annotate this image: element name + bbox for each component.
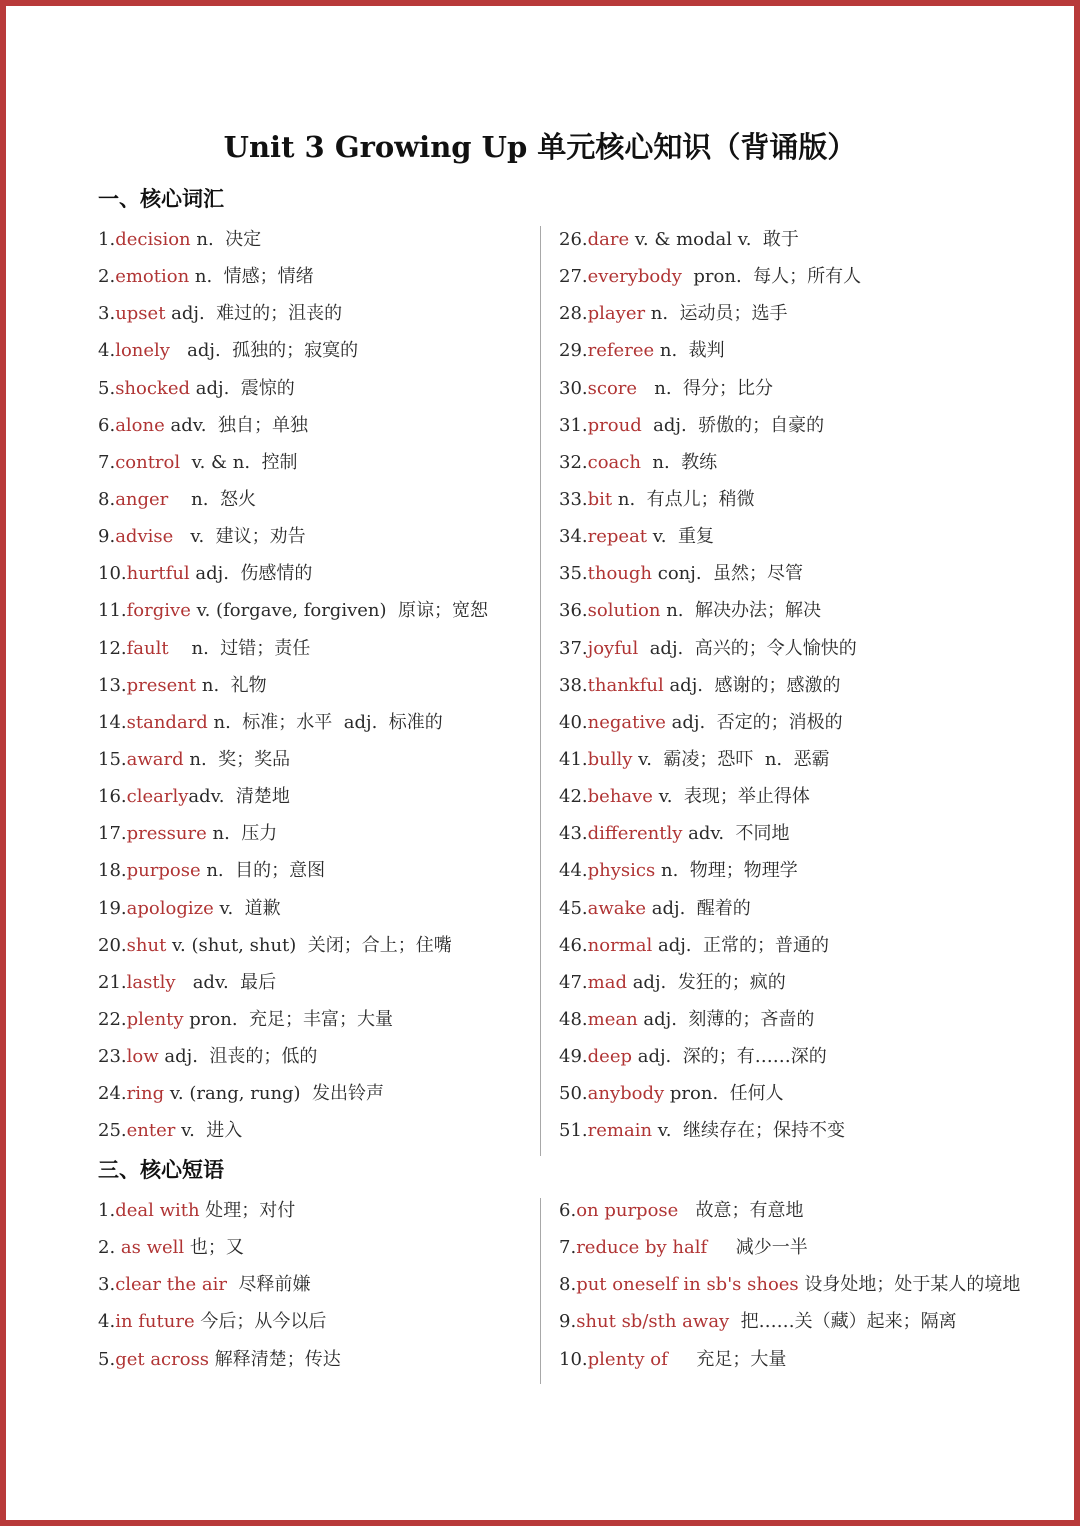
item-number: 5. (98, 377, 116, 399)
keyword: ring (126, 1083, 165, 1105)
item-number: 14. (98, 711, 127, 733)
keyword: deal with (115, 1200, 200, 1221)
phrase-item (559, 1341, 1029, 1378)
column-divider (540, 1198, 541, 1384)
item-number: 29. (559, 340, 588, 362)
phrase-item (559, 1229, 1029, 1266)
keyword: pressure (126, 823, 207, 845)
item-number: 46. (559, 934, 588, 956)
definition: pron. 充足；丰富；大量 (183, 1008, 394, 1030)
item-number: 24. (98, 1083, 127, 1105)
phrase-item (98, 1341, 528, 1378)
vocab-item (559, 258, 1029, 295)
vocab-item (98, 741, 528, 778)
definition: v. (forgave, forgiven) 原谅；宽恕 (190, 600, 488, 622)
definition: n. 怒火 (168, 488, 256, 510)
item-number: 2. (98, 266, 116, 288)
vocab-item (98, 407, 528, 444)
phrase-list-left (98, 1192, 528, 1378)
definition: adv. 清楚地 (188, 786, 290, 808)
vocab-item (98, 1038, 528, 1075)
definition: n. 解决办法；解决 (660, 600, 821, 622)
keyword: bit (587, 488, 613, 510)
keyword: present (126, 674, 197, 696)
vocab-item (559, 555, 1029, 592)
keyword: deep (587, 1046, 632, 1068)
keyword: alone (115, 414, 165, 436)
vocab-list-left (98, 221, 528, 1150)
item-number: 33. (559, 488, 588, 510)
keyword: in future (115, 1311, 195, 1333)
keyword: awake (587, 897, 647, 919)
vocab-item (98, 444, 528, 481)
definition: v. 重复 (647, 526, 714, 548)
item-number: 25. (98, 1120, 127, 1142)
vocab-item (98, 221, 528, 258)
definition: adj. 孤独的；寂寞的 (169, 340, 359, 362)
keyword: clear the air (115, 1274, 228, 1296)
keyword: thankful (587, 674, 664, 696)
item-number: 38. (559, 674, 588, 696)
definition: 处理；对付 (199, 1200, 296, 1221)
definition: v. & modal v. 敢于 (629, 229, 799, 250)
keyword: differently (587, 823, 683, 845)
phrase-item (559, 1266, 1029, 1303)
definition: n. 物理；物理学 (655, 860, 798, 882)
keyword: lonely (115, 340, 170, 362)
keyword: proud (587, 414, 642, 436)
keyword: remain (587, 1120, 653, 1142)
item-number: 10. (559, 1348, 588, 1370)
item-number: 6. (559, 1200, 577, 1221)
vocab-item (98, 295, 528, 332)
item-number: 47. (559, 971, 588, 993)
item-number: 8. (98, 488, 116, 510)
vocab-item (559, 592, 1029, 629)
vocab-item (559, 221, 1029, 258)
definition: v. (shut, shut) 关闭；合上；住嘴 (166, 934, 452, 956)
definition: pron. 每人；所有人 (681, 266, 862, 288)
item-number: 42. (559, 786, 588, 808)
vocab-item (98, 778, 528, 815)
item-number: 21. (98, 971, 127, 993)
vocab-item (559, 444, 1029, 481)
item-number: 49. (559, 1046, 588, 1068)
definition: n. 得分；比分 (637, 377, 773, 399)
definition: conj. 虽然；尽管 (652, 563, 803, 585)
item-number: 11. (98, 600, 127, 622)
keyword: player (587, 303, 646, 325)
item-number: 43. (559, 823, 588, 845)
definition: adj. 沮丧的；低的 (158, 1046, 318, 1068)
vocab-list-right (559, 221, 1029, 1150)
vocab-item (98, 370, 528, 407)
vocab-item (559, 667, 1029, 704)
vocab-item (98, 258, 528, 295)
vocab-item (98, 592, 528, 629)
definition: adj. 深的；有……深的 (632, 1046, 827, 1068)
keyword: shut sb/sth away (576, 1311, 730, 1333)
vocab-item (559, 332, 1029, 369)
definition: adj. 刻薄的；吝啬的 (637, 1008, 815, 1030)
item-number: 30. (559, 377, 588, 399)
vocab-item (98, 852, 528, 889)
definition: 设身处地；处于某人的境地 (798, 1274, 1021, 1296)
keyword: mean (587, 1008, 638, 1030)
definition: adj. 发狂的；疯的 (626, 971, 786, 993)
keyword: negative (587, 711, 666, 733)
keyword: score (587, 377, 638, 399)
item-number: 9. (98, 526, 116, 548)
definition: v. 霸凌；恐吓 n. 恶霸 (632, 748, 830, 770)
phrase-item (98, 1192, 528, 1229)
definition: n. 过错；责任 (168, 637, 311, 659)
item-number: 34. (559, 526, 588, 548)
vocab-item (98, 815, 528, 852)
item-number: 7. (559, 1237, 577, 1259)
definition: adj. 否定的；消极的 (665, 711, 843, 733)
keyword: everybody (587, 266, 682, 288)
vocab-item (559, 295, 1029, 332)
item-number: 4. (98, 340, 116, 362)
keyword: on purpose (576, 1200, 679, 1221)
phrase-item (98, 1229, 528, 1266)
definition: adj. 难过的；沮丧的 (165, 303, 343, 325)
definition: 也；又 (184, 1237, 244, 1259)
vocab-item (559, 927, 1029, 964)
definition: adv. 最后 (175, 971, 277, 993)
definition: n. 目的；意图 (200, 860, 326, 882)
keyword: lastly (126, 971, 176, 993)
definition: adj. 高兴的；令人愉快的 (638, 637, 857, 659)
vocab-item (98, 518, 528, 555)
definition: v. 建议；劝告 (173, 526, 306, 548)
keyword: apologize (126, 897, 214, 919)
vocab-item (559, 481, 1029, 518)
keyword: shocked (115, 377, 191, 399)
item-number: 3. (98, 303, 116, 325)
definition: v. 进入 (175, 1120, 243, 1142)
keyword: joyful (587, 637, 639, 659)
column-divider (540, 226, 541, 1156)
item-number: 16. (98, 786, 127, 808)
vocab-item (98, 890, 528, 927)
vocab-item (98, 927, 528, 964)
keyword: plenty (126, 1008, 184, 1030)
phrase-item (98, 1266, 528, 1303)
item-number: 31. (559, 414, 588, 436)
item-number: 32. (559, 451, 588, 473)
vocab-item (559, 630, 1029, 667)
phrase-list-right (559, 1192, 1029, 1378)
definition: 解释清楚；传达 (209, 1348, 341, 1370)
vocab-item (559, 852, 1029, 889)
definition: n. 奖；奖品 (183, 748, 291, 770)
keyword: bully (587, 748, 633, 770)
vocab-item (559, 1075, 1029, 1112)
vocab-item (98, 964, 528, 1001)
vocab-item (98, 481, 528, 518)
item-number: 40. (559, 711, 588, 733)
vocab-item (559, 704, 1029, 741)
definition: adj. 正常的；普通的 (652, 934, 829, 956)
item-number: 8. (559, 1274, 577, 1296)
item-number: 44. (559, 860, 588, 882)
keyword: low (126, 1046, 159, 1068)
item-number: 2. (98, 1237, 121, 1259)
item-number: 5. (98, 1348, 116, 1370)
definition: v. 道歉 (213, 897, 281, 919)
keyword: physics (587, 860, 656, 882)
item-number: 15. (98, 748, 127, 770)
item-number: 7. (98, 451, 116, 473)
vocab-item (98, 555, 528, 592)
keyword: referee (587, 340, 655, 362)
definition: v. 继续存在；保持不变 (652, 1120, 845, 1142)
keyword: put oneself in sb's shoes (576, 1274, 799, 1296)
vocab-item (98, 1112, 528, 1149)
definition: 今后；从今以后 (194, 1311, 327, 1333)
keyword: upset (115, 303, 166, 325)
item-number: 20. (98, 934, 127, 956)
vocab-item (559, 741, 1029, 778)
definition: n. 教练 (640, 451, 718, 473)
keyword: fault (126, 637, 169, 659)
keyword: forgive (126, 600, 191, 622)
keyword: behave (587, 786, 653, 808)
definition: adv. 不同地 (682, 823, 790, 845)
item-number: 51. (559, 1120, 588, 1142)
definition: 故意；有意地 (678, 1200, 804, 1221)
item-number: 50. (559, 1083, 588, 1105)
definition: pron. 任何人 (664, 1083, 784, 1105)
keyword: decision (115, 229, 191, 250)
vocab-item (559, 964, 1029, 1001)
keyword: hurtful (126, 563, 190, 585)
definition: adj. 震惊的 (190, 377, 295, 399)
item-number: 10. (98, 563, 127, 585)
definition: adj. 伤感情的 (189, 563, 313, 585)
phrase-item (559, 1303, 1029, 1340)
definition: 减少一半 (707, 1237, 808, 1259)
item-number: 9. (559, 1311, 577, 1333)
definition: v. & n. 控制 (180, 451, 298, 473)
vocab-item (559, 1038, 1029, 1075)
item-number: 48. (559, 1008, 588, 1030)
item-number: 45. (559, 897, 588, 919)
keyword: coach (587, 451, 641, 473)
vocab-item (98, 332, 528, 369)
item-number: 6. (98, 414, 116, 436)
keyword: award (126, 748, 184, 770)
vocab-item (98, 630, 528, 667)
keyword: control (115, 451, 181, 473)
keyword: enter (126, 1120, 176, 1142)
vocab-item (559, 518, 1029, 555)
vocab-item (98, 1075, 528, 1112)
item-number: 19. (98, 897, 127, 919)
vocab-item (559, 1112, 1029, 1149)
keyword: emotion (115, 266, 190, 288)
item-number: 17. (98, 823, 127, 845)
item-number: 1. (98, 229, 116, 250)
definition: n. 情感；情绪 (189, 266, 314, 288)
keyword: normal (587, 934, 653, 956)
page-title: Unit 3 Growing Up 单元核心知识（背诵版） (223, 130, 857, 164)
definition: n. 压力 (206, 823, 278, 845)
keyword: anybody (587, 1083, 665, 1105)
keyword: purpose (126, 860, 201, 882)
keyword: get across (115, 1348, 210, 1370)
vocab-item (559, 890, 1029, 927)
keyword: plenty of (587, 1348, 668, 1370)
keyword: clearly (126, 786, 189, 808)
definition: n. 决定 (190, 229, 262, 250)
vocab-item (559, 778, 1029, 815)
keyword: advise (115, 526, 174, 548)
keyword: standard (126, 711, 208, 733)
keyword: reduce by half (576, 1237, 708, 1259)
item-number: 36. (559, 600, 588, 622)
vocab-item (559, 815, 1029, 852)
definition: n. 裁判 (654, 340, 725, 362)
definition: adj. 醒着的 (646, 897, 751, 919)
phrase-section-heading: 三、核心短语 (98, 1157, 224, 1182)
keyword: shut (126, 934, 167, 956)
definition: n. 礼物 (196, 674, 267, 696)
definition: adj. 骄傲的；自豪的 (641, 414, 825, 436)
keyword: as well (120, 1237, 185, 1259)
definition: n. 运动员；选手 (645, 303, 788, 325)
definition: 把……关（藏）起来；隔离 (729, 1311, 957, 1333)
item-number: 22. (98, 1008, 127, 1030)
definition: v. 表现；举止得体 (652, 786, 810, 808)
definition: adv. 独自；单独 (164, 414, 308, 436)
vocab-item (559, 1001, 1029, 1038)
item-number: 23. (98, 1046, 127, 1068)
item-number: 37. (559, 637, 588, 659)
keyword: mad (587, 971, 627, 993)
item-number: 27. (559, 266, 588, 288)
definition: 充足；大量 (667, 1348, 787, 1370)
item-number: 18. (98, 860, 127, 882)
vocab-item (98, 1001, 528, 1038)
vocab-item (98, 667, 528, 704)
item-number: 1. (98, 1200, 116, 1221)
phrase-item (559, 1192, 1029, 1229)
item-number: 12. (98, 637, 127, 659)
item-number: 41. (559, 748, 588, 770)
keyword: dare (587, 229, 630, 250)
item-number: 3. (98, 1274, 116, 1296)
definition: 尽释前嫌 (227, 1274, 311, 1296)
item-number: 35. (559, 563, 588, 585)
definition: n. 有点儿；稍微 (612, 488, 755, 510)
vocab-section-heading: 一、核心词汇 (98, 186, 224, 211)
vocab-item (559, 370, 1029, 407)
definition: n. 标准；水平 adj. 标准的 (207, 711, 443, 733)
definition: adj. 感谢的；感激的 (663, 674, 841, 696)
keyword: solution (587, 600, 661, 622)
vocab-item (98, 704, 528, 741)
phrase-item (98, 1303, 528, 1340)
item-number: 13. (98, 674, 127, 696)
keyword: anger (115, 488, 169, 510)
definition: v. (rang, rung) 发出铃声 (164, 1083, 385, 1105)
item-number: 4. (98, 1311, 116, 1333)
item-number: 28. (559, 303, 588, 325)
keyword: repeat (587, 526, 648, 548)
vocab-item (559, 407, 1029, 444)
item-number: 26. (559, 229, 588, 250)
keyword: though (587, 563, 653, 585)
